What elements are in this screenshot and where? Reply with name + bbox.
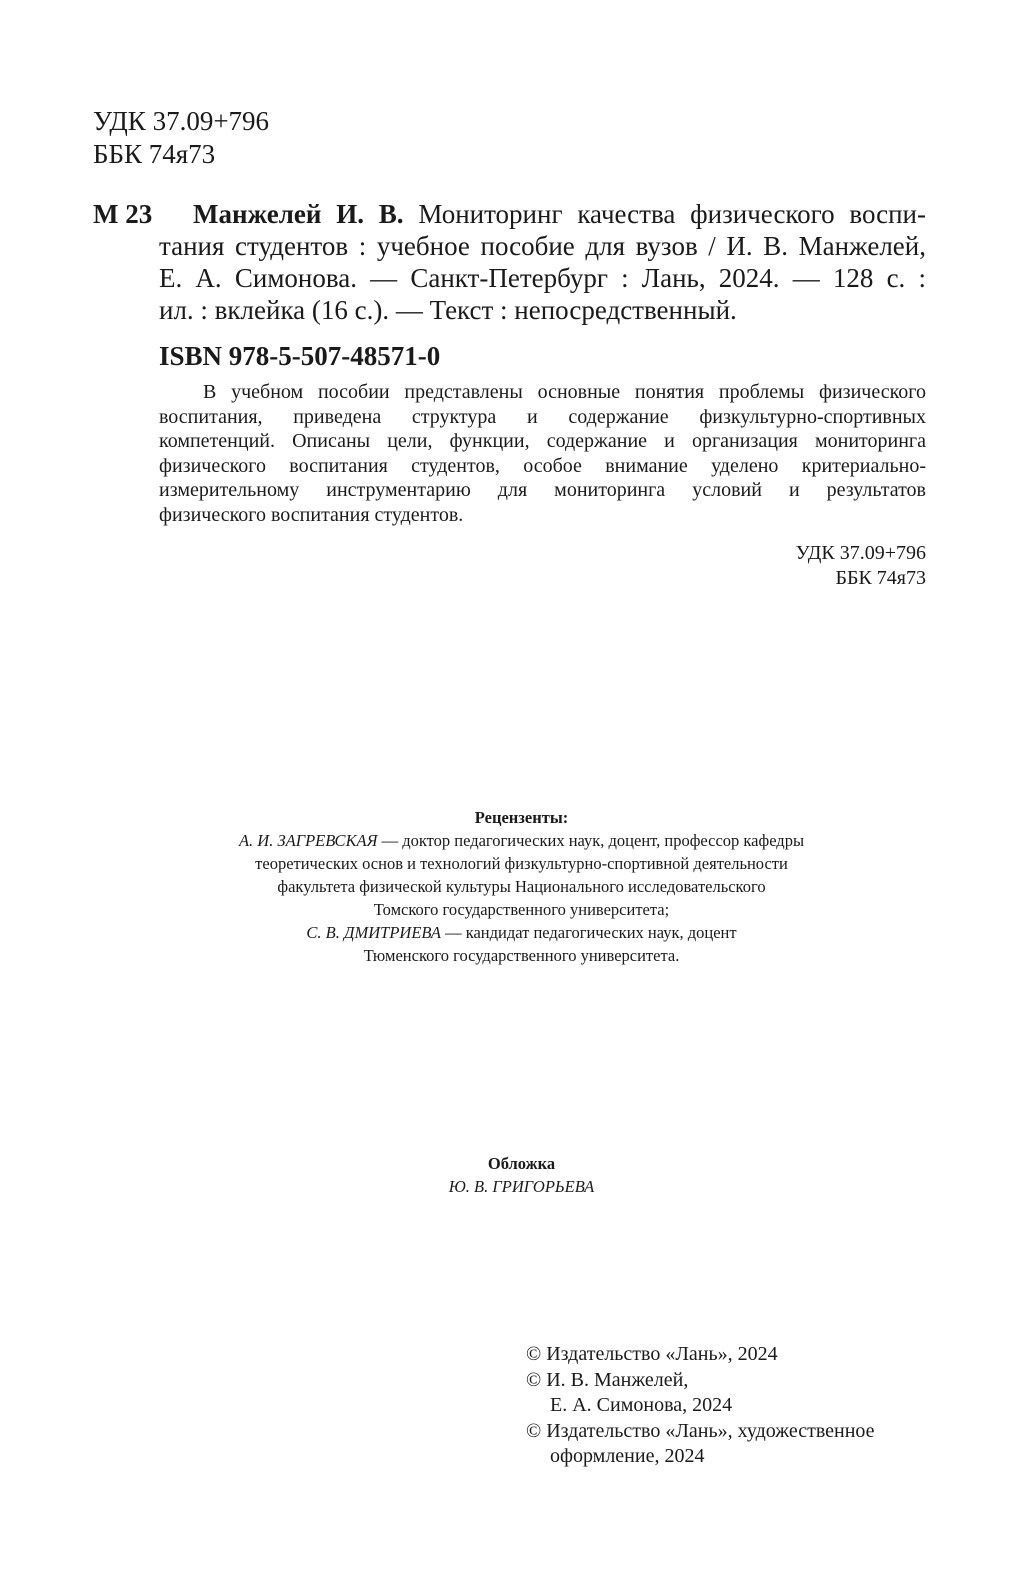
abstract-bbk-code: ББК 74я73	[835, 567, 926, 589]
reviewer-2-title: — кандидат педагогических наук, доцент	[440, 923, 737, 942]
reviewer-2-name: С. В. ДМИТРИЕВА	[306, 923, 441, 942]
reviewer-1-title: — доктор педагогических наук, доцент, профессор кафедры	[377, 831, 805, 850]
catalog-entry-line-3: Е. А. Симонова. — Санкт-Петербург : Лань, 2024. — 128 с. :	[159, 263, 926, 293]
abstract-line: воспитания, приведена структура и содержание физкультурно-спортивных	[159, 405, 926, 428]
udk-code: УДК 37.09+796	[93, 106, 270, 136]
copyright-line: Е. А. Симонова, 2024	[550, 1394, 733, 1416]
reviewers-block	[0, 806, 1025, 967]
catalog-entry	[159, 198, 926, 326]
copyright-line: © Издательство «Лань», художественное	[526, 1419, 875, 1442]
header-classification-codes	[93, 105, 269, 171]
cover-heading: Обложка	[487, 1154, 556, 1173]
reviewer-1-line-3: факультета физической культуры Национального исследовательского	[277, 877, 766, 896]
abstract-line: В учебном пособии представлены основные понятия проблемы физического	[203, 381, 926, 403]
author-name: Манжелей И. В.	[193, 199, 404, 229]
catalog-entry-line-2: тания студентов : учебное пособие для вузов / И. В. Манжелей,	[159, 231, 926, 261]
copyright-line: © И. В. Манжелей,	[526, 1368, 689, 1391]
reviewer-1-line-1	[18, 829, 1025, 852]
abstract	[159, 380, 926, 527]
author-mark: М 23	[93, 199, 153, 229]
reviewers-heading: Рецензенты:	[474, 808, 569, 827]
abstract-line: физического воспитания студентов, особое внимание уделено критериально-	[159, 454, 926, 477]
copyright-block	[526, 1342, 875, 1470]
cover-designer: Ю. В. ГРИГОРЬЕВА	[448, 1177, 595, 1196]
reviewer-2-line-1	[18, 921, 1025, 944]
isbn: ISBN 978-5-507-48571-0	[159, 341, 441, 371]
cover-credit	[0, 1152, 1025, 1198]
title-start: Мониторинг качества физического воспи-	[418, 199, 926, 229]
copyright-line: оформление, 2024	[550, 1445, 705, 1467]
catalog-entry-line-4: ил. : вклейка (16 с.). — Текст : непосредственный.	[159, 295, 737, 325]
bbk-code: ББК 74я73	[93, 139, 216, 169]
reviewer-1-line-4: Томского государственного университета;	[373, 900, 670, 919]
abstract-line: измерительному инструментарию для мониторинга условий и результатов	[159, 479, 926, 501]
abstract-classification-codes	[796, 541, 926, 591]
reviewer-1-line-2: теоретических основ и технологий физкультурно-спортивной деятельности	[255, 854, 788, 873]
catalog-entry-line-1	[193, 198, 926, 230]
abstract-udk-code: УДК 37.09+796	[795, 542, 926, 564]
reviewer-2-line-2: Тюменского государственного университета.	[363, 946, 680, 965]
copyright-line: © Издательство «Лань», 2024	[526, 1343, 778, 1365]
abstract-line: физического воспитания студентов.	[159, 503, 464, 526]
reviewer-1-name: А. И. ЗАГРЕВСКАЯ	[238, 831, 378, 850]
abstract-line: компетенций. Описаны цели, функции, содержание и организация мониторинга	[159, 430, 926, 452]
